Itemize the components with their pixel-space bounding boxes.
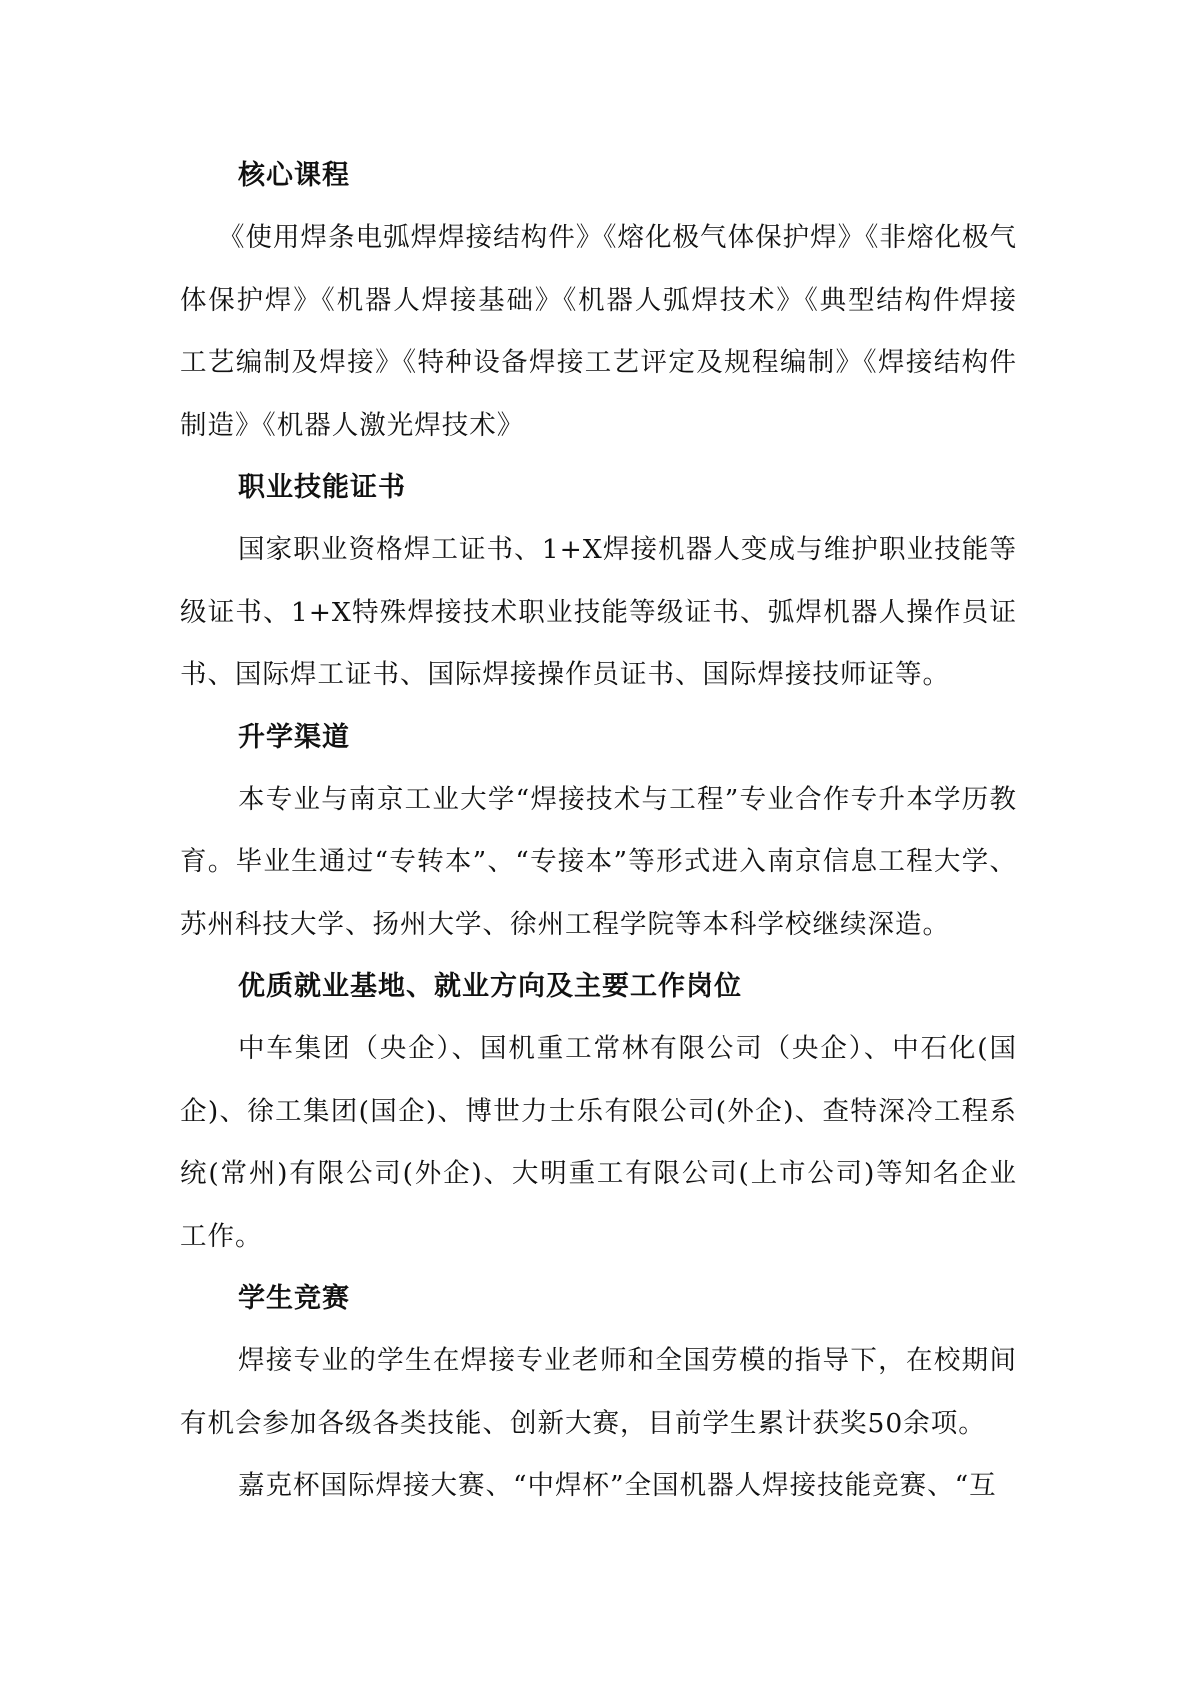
section-heading: 学生竞赛 (238, 1283, 350, 1314)
section-further-study (180, 707, 1017, 957)
section-paragraph: 嘉克杯国际焊接大赛、“中焊杯”全国机器人焊接技能竞赛、“互 (238, 1470, 997, 1501)
section-paragraph: 本专业与南京工业大学“焊接技术与工程”专业合作专升本学历教育。毕业生通过“专转本”、“专接本”等形式进入南京信息工程大学、苏州科技大学、扬州大学、徐州工程学院等本科学校继续深造。 (180, 783, 1017, 940)
section-competitions (180, 1268, 1017, 1518)
section-heading: 优质就业基地、就业方向及主要工作岗位 (238, 971, 742, 1002)
section-paragraph: 国家职业资格焊工证书、1+X焊接机器人变成与维护职业技能等级证书、1+X特殊焊接技术职业技能等级证书、弧焊机器人操作员证书、国际焊工证书、国际焊接操作员证书、国际焊接技师证等。 (180, 534, 1017, 690)
section-paragraph: 《使用焊条电弧焊焊接结构件》《熔化极气体保护焊》《非熔化极气体保护焊》《机器人焊接基础》《机器人弧焊技术》《典型结构件焊接工艺编制及焊接》《特种设备焊接工艺评定及规程编制》《焊接结构件制造》《机器人激光焊技术》 (180, 222, 1017, 441)
section-heading: 职业技能证书 (238, 472, 406, 503)
section-heading: 核心课程 (238, 160, 350, 191)
document-page (180, 145, 1017, 1518)
section-certificates (180, 457, 1017, 707)
section-paragraph: 焊接专业的学生在焊接专业老师和全国劳模的指导下，在校期间有机会参加各级各类技能、创新大赛，目前学生累计获奖50余项。 (180, 1345, 1017, 1439)
section-paragraph: 中车集团（央企）、国机重工常林有限公司（央企）、中石化(国企)、徐工集团(国企)、博世力士乐有限公司(外企)、查特深冷工程系统(常州)有限公司(外企)、大明重工有限公司(上市公司)等知名企业工作。 (180, 1033, 1017, 1252)
section-heading: 升学渠道 (238, 721, 350, 753)
section-core-courses (180, 145, 1017, 457)
section-employment (180, 956, 1017, 1268)
